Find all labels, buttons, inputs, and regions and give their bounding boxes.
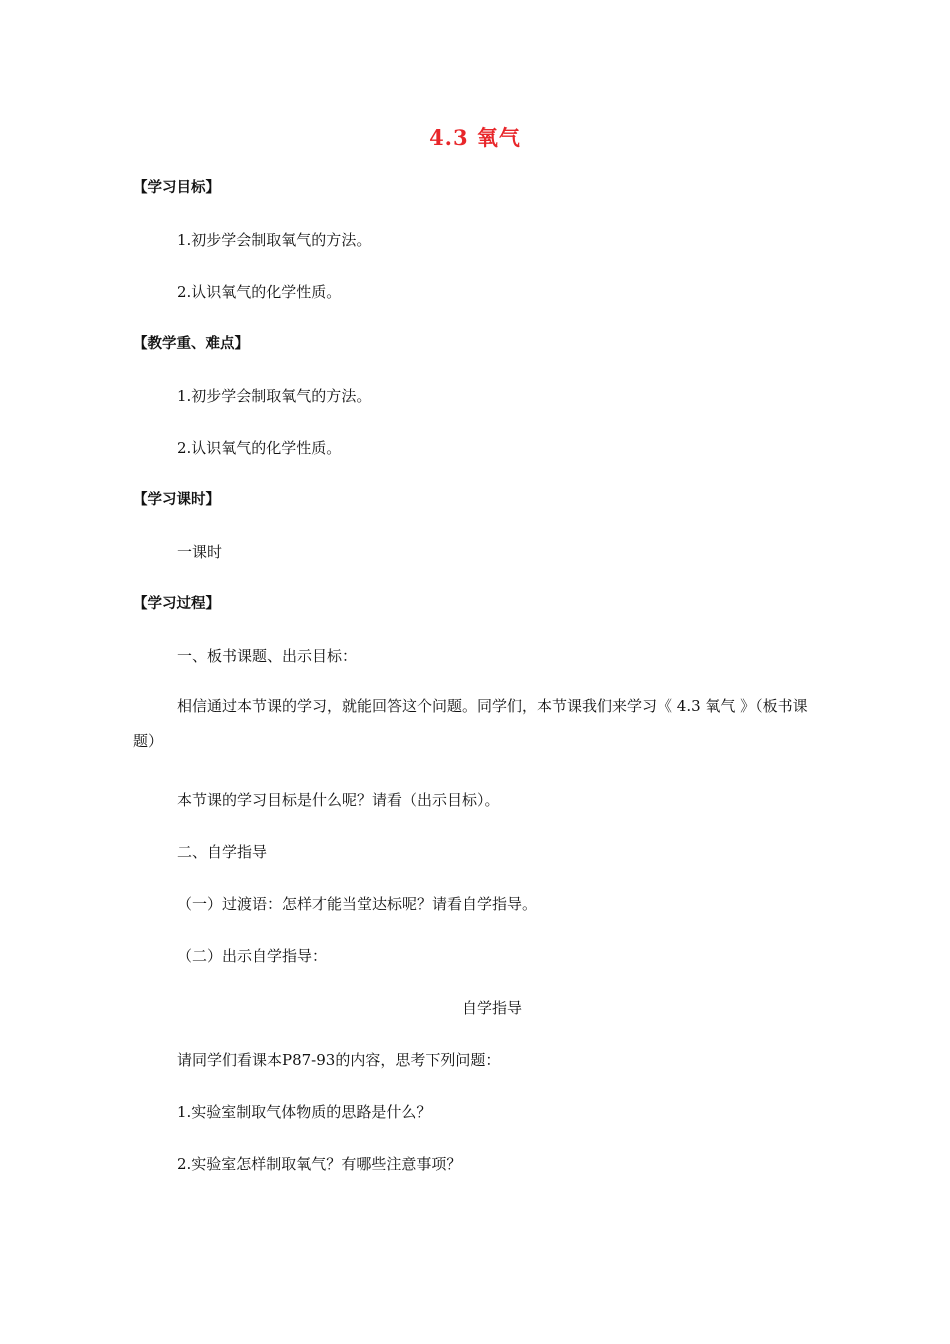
objective-item: 2.认识氧气的化学性质。 (177, 283, 342, 301)
objective-paragraph: 本节课的学习目标是什么呢？请看（出示目标）。 (177, 791, 500, 809)
process-step-title: 二、自学指导 (177, 843, 268, 861)
guide-question: 1.实验室制取气体物质的思路是什么？ (177, 1103, 432, 1121)
section-heading-objectives: 【学习目标】 (133, 180, 220, 196)
guide-intro: 请同学们看课本P87-93的内容，思考下列问题： (177, 1051, 501, 1069)
objective-item: 1.初步学会制取氧气的方法。 (177, 231, 372, 249)
process-substep: （二）出示自学指导： (177, 947, 328, 965)
key-point-item: 1.初步学会制取氧气的方法。 (177, 387, 372, 405)
document-title: 4.3 氧气 (429, 125, 521, 150)
section-heading-process: 【学习过程】 (133, 596, 220, 612)
class-hours-text: 一课时 (177, 543, 223, 561)
process-step-title: 一、板书课题、出示目标： (177, 647, 358, 665)
guide-title: 自学指导 (461, 999, 522, 1017)
process-substep: （一）过渡语：怎样才能当堂达标呢？请看自学指导。 (177, 895, 538, 913)
key-point-item: 2.认识氧气的化学性质。 (177, 439, 342, 457)
section-heading-class-hours: 【学习课时】 (133, 492, 220, 508)
section-heading-key-points: 【教学重、难点】 (133, 336, 249, 352)
guide-question: 2.实验室怎样制取氧气？有哪些注意事项？ (177, 1155, 462, 1173)
intro-paragraph: 相信通过本节课的学习，就能回答这个问题。同学们，本节课我们来学习《 4.3 氧气 》（板书课题） (133, 697, 808, 750)
